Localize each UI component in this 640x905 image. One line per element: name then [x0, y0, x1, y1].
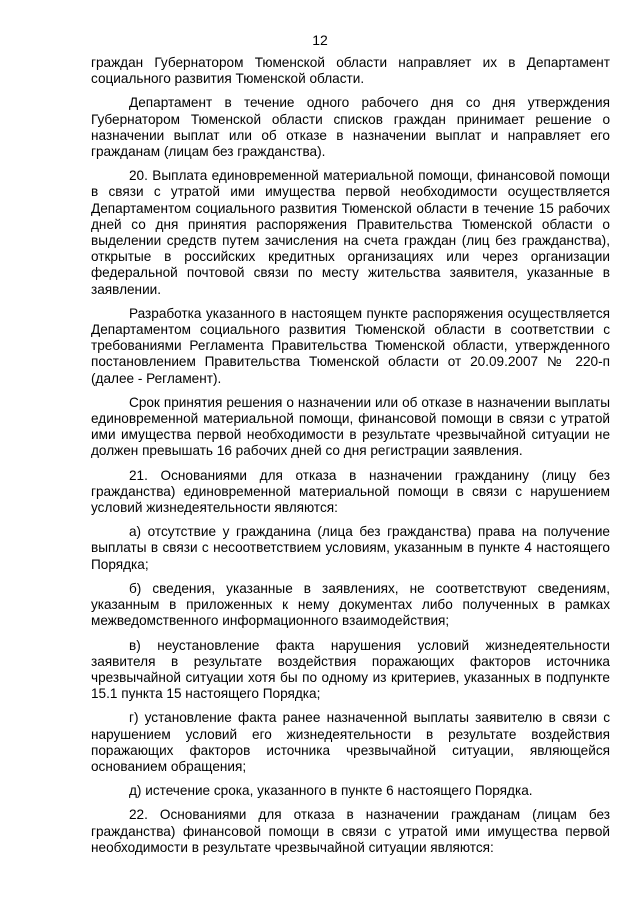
- paragraph-item-20: 20. Выплата единовременной материальной помощи, финансовой помощи в связи с утратой ими имущества первой необходимости осуществляется Департаментом социального развития Тюменской области в течение 15 рабочих дней со дня принятия распоряжения Правительства Тюменской области о выделении средств путем зачисления на счета граждан (лиц без гражданства), открытые в российских кредитных организациях или через организации федеральной почтовой связи по месту жительства заявителя, указанные в заявлении.: [91, 168, 610, 297]
- document-body: [91, 55, 610, 864]
- paragraph-subitem-d: д) истечение срока, указанного в пункте 6 настоящего Порядка.: [129, 783, 533, 799]
- page-number: 12: [312, 32, 328, 48]
- paragraph-item-22: 22. Основаниями для отказа в назначении гражданам (лицам без гражданства) финансовой помощи в связи с утратой ими имущества первой необходимости в результате чрезвычайной ситуации являются:: [91, 807, 610, 855]
- paragraph-subitem-a: а) отсутствие у гражданина (лица без гражданства) права на получение выплаты в связи с несоответствием условиям, указанным в пункте 4 настоящего Порядка;: [91, 524, 610, 572]
- paragraph-subitem-v: в) неустановление факта нарушения условий жизнедеятельности заявителя в результате воздействия поражающих факторов источника чрезвычайной ситуации хотя бы по одному из критериев, указанных в подпункте 15.1 пункта 15 настоящего Порядка;: [91, 637, 610, 702]
- paragraph-item-21: 21. Основаниями для отказа в назначении гражданину (лицу без гражданства) единовременной материальной помощи в связи с нарушением условий жизнедеятельности являются:: [91, 467, 610, 516]
- paragraph-subitem-g: г) установление факта ранее назначенной выплаты заявителю в связи с нарушением условий его жизнедеятельности в результате воздействия поражающих факторов источника чрезвычайной ситуации, являющейся основанием обращения;: [91, 710, 610, 774]
- paragraph-decision-term: Срок принятия решения о назначении или об отказе в назначении выплаты единовременной материальной помощи, финансовой помощи в связи с утратой ими имущества первой необходимости в результате чрезвычайной ситуации не должен превышать 16 рабочих дней со дня регистрации заявления.: [91, 394, 610, 459]
- paragraph-continuation: граждан Губернатором Тюменской области направляет их в Департамент социального развития Тюменской области.: [91, 55, 610, 87]
- paragraph-subitem-b: б) сведения, указанные в заявлениях, не соответствуют сведениям, указанным в приложенных к нему документах либо полученных в рамках межведомственного информационного взаимодействия;: [91, 580, 610, 629]
- paragraph-department-decision: Департамент в течение одного рабочего дня со дня утверждения Губернатором Тюменской области списков граждан принимает решение о назначении выплат или об отказе в назначении выплат и направляет его гражданам (лицам без гражданства).: [91, 95, 610, 160]
- paragraph-regulation: Разработка указанного в настоящем пункте распоряжения осуществляется Департаментом социального развития Тюменской области в соответствии с требованиями Регламента Правительства Тюменской области, утвержденного постановлением Правительства Тюменской области от 20.09.2007 № 220-п (далее - Регламент).: [91, 305, 610, 386]
